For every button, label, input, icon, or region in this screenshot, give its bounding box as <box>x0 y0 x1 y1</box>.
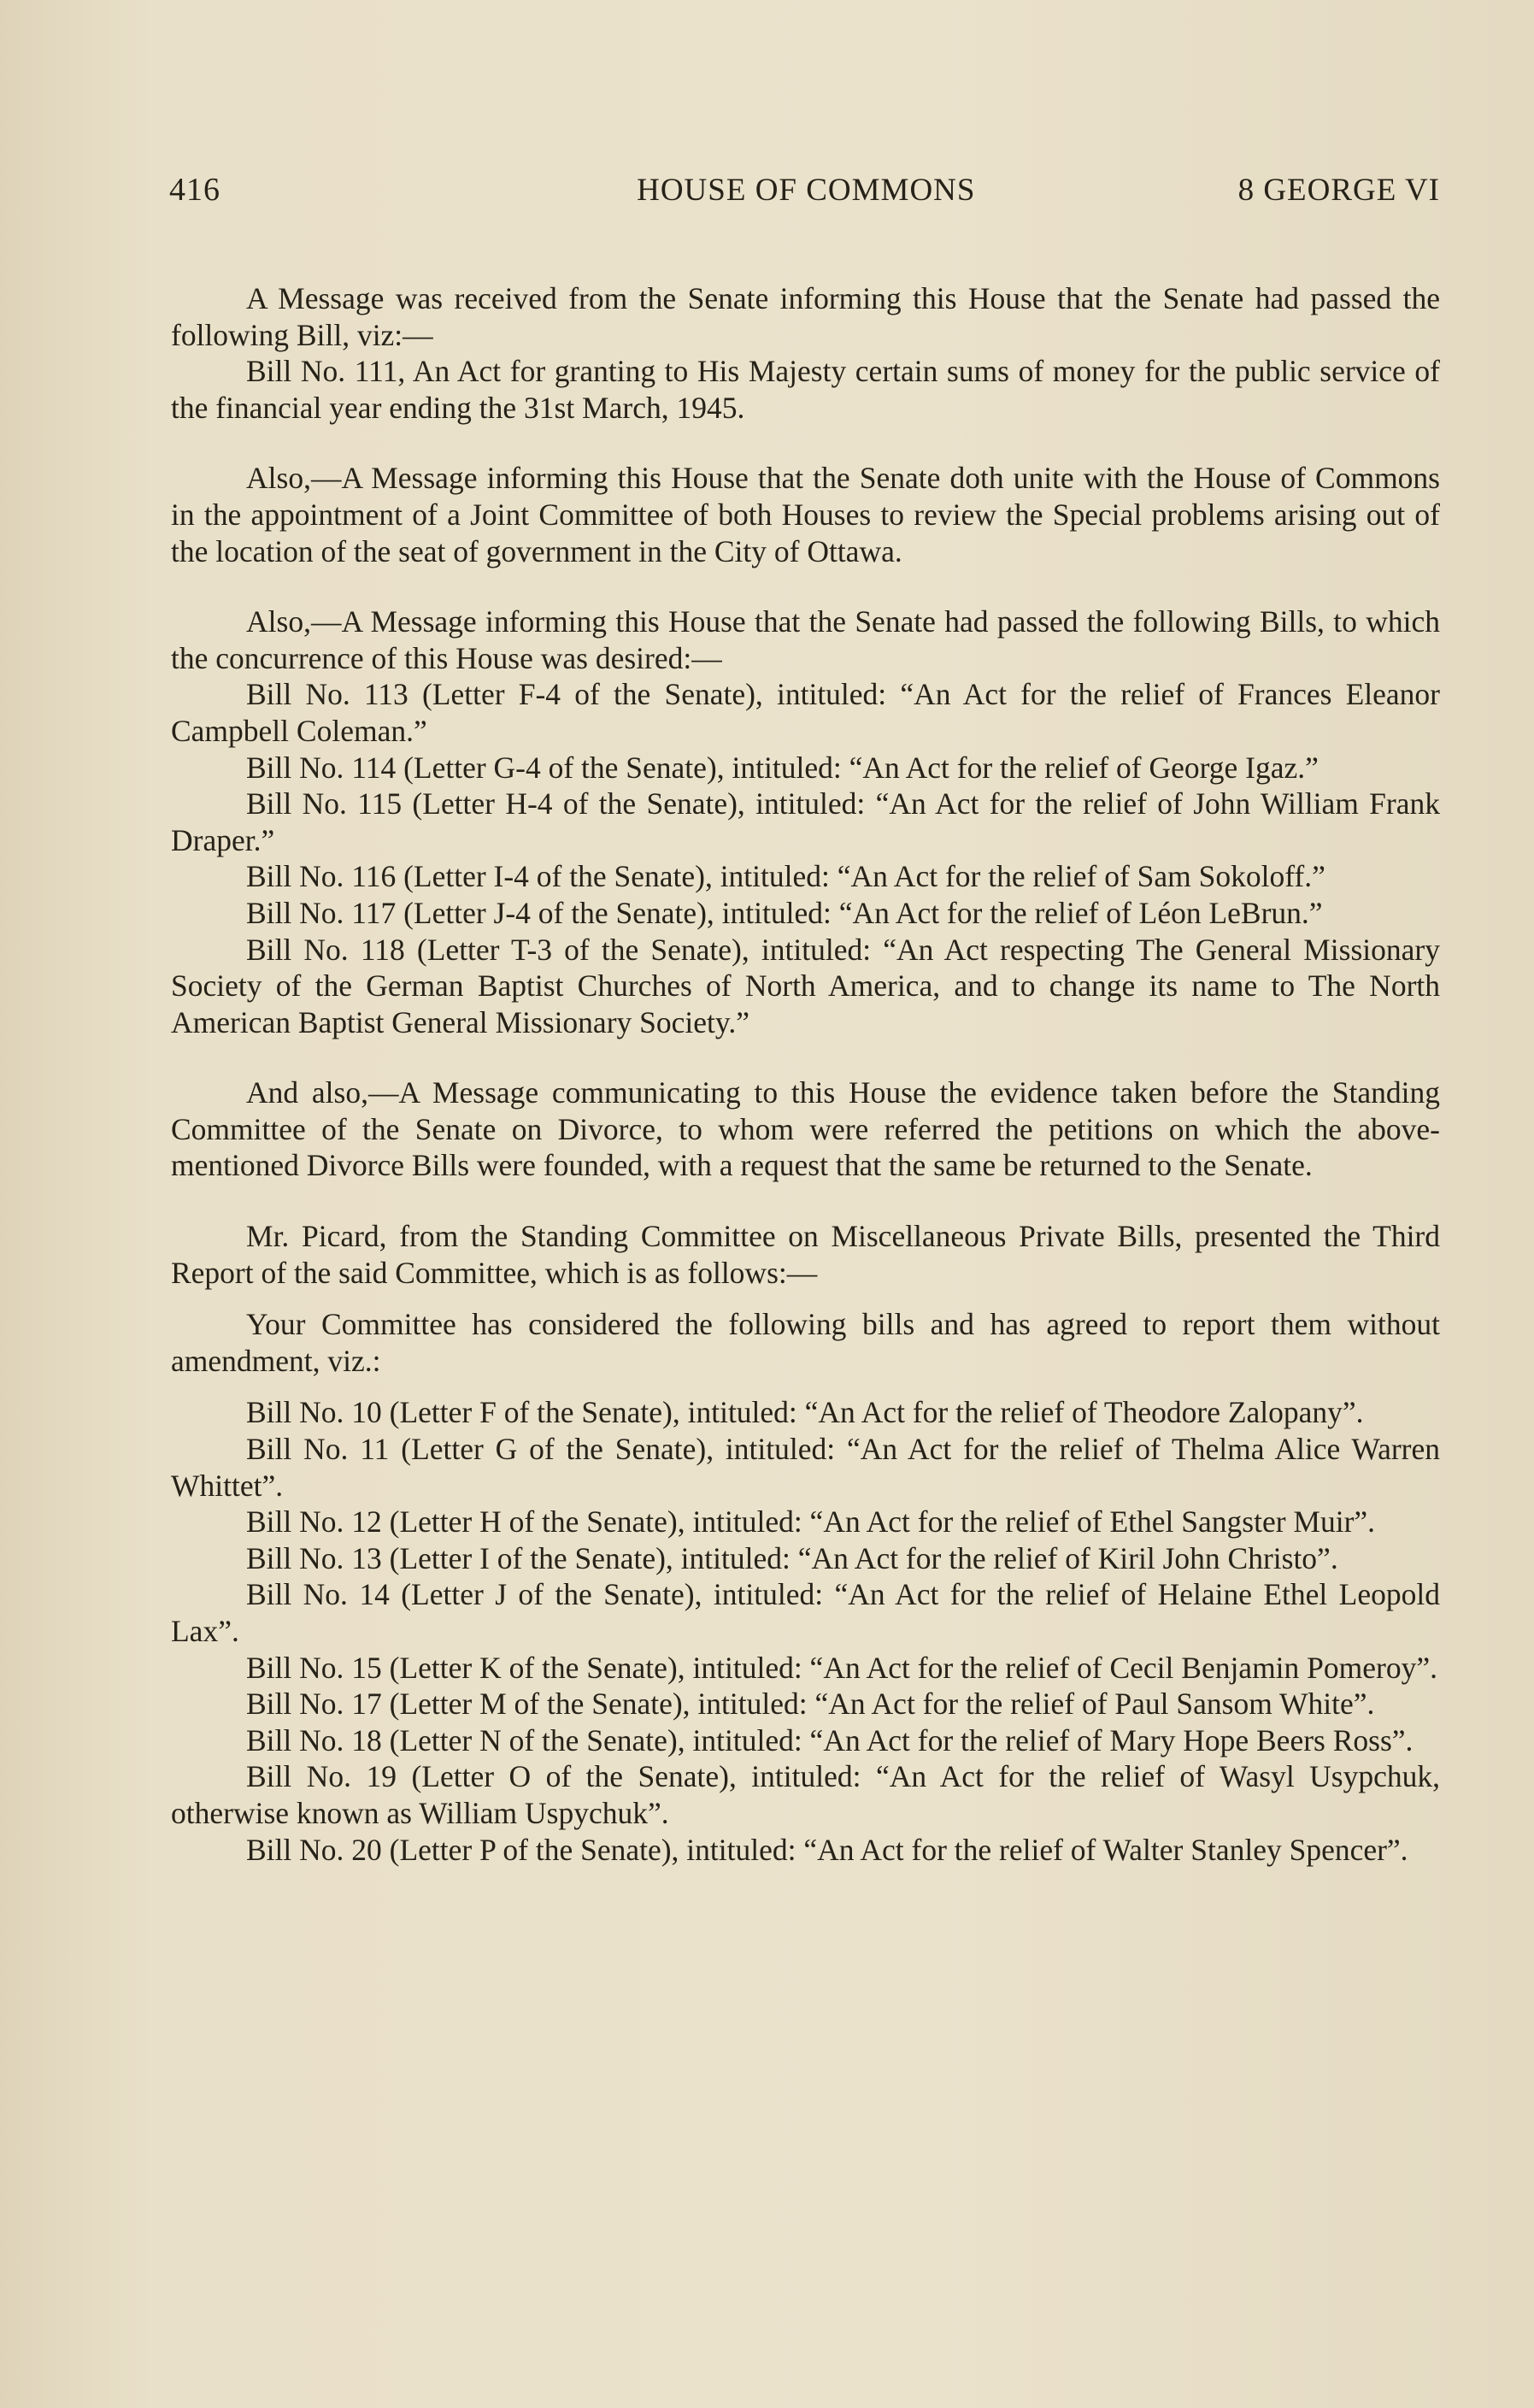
paragraph: Bill No. 17 (Letter M of the Senate), intituled: “An Act for the relief of Paul Sansom White”. <box>246 1687 1375 1722</box>
paragraph: Also,—A Message informing this House that the Senate had passed the following Bills, to which the concurrence of this House was desired:— <box>171 604 1440 675</box>
paragraph: Also,—A Message informing this House that the Senate doth unite with the House of Commons in the appointment of a Joint Committee of both Houses to review the Special problems arising out of the location of the seat of government in the City of Ottawa. <box>171 461 1440 568</box>
paragraph: Bill No. 117 (Letter J-4 of the Senate), intituled: “An Act for the relief of Léon LeBrun.” <box>246 895 1323 930</box>
paragraph: A Message was received from the Senate informing this House that the Senate had passed the following Bill, viz:— <box>171 281 1440 352</box>
paragraph: Bill No. 18 (Letter N of the Senate), intituled: “An Act for the relief of Mary Hope Beers Ross”. <box>246 1722 1414 1757</box>
paragraph: Bill No. 118 (Letter T-3 of the Senate), intituled: “An Act respecting The General Missionary Society of the German Baptist Churches of North America, and to change its name to The North American Baptist General Missionary Society.” <box>171 932 1440 1039</box>
paragraph: Bill No. 111, An Act for granting to His Majesty certain sums of money for the public service of the financial year ending the 31st March, 1945. <box>171 354 1440 425</box>
paragraph: Bill No. 114 (Letter G-4 of the Senate), intituled: “An Act for the relief of George Igaz.” <box>246 750 1319 785</box>
paragraph: Bill No. 14 (Letter J of the Senate), intituled: “An Act for the relief of Helaine Ethel Leopold Lax”. <box>171 1577 1440 1648</box>
paragraph: Bill No. 116 (Letter I-4 of the Senate), intituled: “An Act for the relief of Sam Sokoloff.” <box>246 859 1325 894</box>
paragraph: Your Committee has considered the following bills and has agreed to report them without amendment, viz.: <box>171 1307 1440 1378</box>
paragraph: Bill No. 113 (Letter F-4 of the Senate), intituled: “An Act for the relief of Frances Eleanor Campbell Coleman.” <box>171 677 1440 748</box>
paragraph: Bill No. 11 (Letter G of the Senate), intituled: “An Act for the relief of Thelma Alice Warren Whittet”. <box>171 1432 1440 1503</box>
paragraph: Bill No. 13 (Letter I of the Senate), intituled: “An Act for the relief of Kiril John Christo”. <box>246 1540 1338 1575</box>
paragraph: Bill No. 12 (Letter H of the Senate), intituled: “An Act for the relief of Ethel Sangster Muir”. <box>246 1504 1376 1540</box>
body-text <box>171 280 1440 1868</box>
paragraph: Bill No. 10 (Letter F of the Senate), intituled: “An Act for the relief of Theodore Zalopany”. <box>246 1395 1364 1430</box>
paragraph: And also,—A Message communicating to this House the evidence taken before the Standing Committee of the Senate on Divorce, to whom were referred the petitions on which the above-mentioned Divorce Bills were founded, with a request that the same be returned to the Senate. <box>171 1075 1440 1183</box>
page-title: HOUSE OF COMMONS <box>637 173 976 208</box>
regnal-year: 8 GEORGE VI <box>1237 173 1440 208</box>
running-head <box>169 171 1440 209</box>
paragraph: Bill No. 19 (Letter O of the Senate), intituled: “An Act for the relief of Wasyl Usypchuk, otherwise known as William Uspychuk”. <box>171 1759 1440 1830</box>
page-number: 416 <box>169 172 220 208</box>
paragraph: Mr. Picard, from the Standing Committee on Miscellaneous Private Bills, presented the Third Report of the said Committee, which is as follows:— <box>171 1219 1440 1290</box>
paragraph: Bill No. 15 (Letter K of the Senate), intituled: “An Act for the relief of Cecil Benjamin Pomeroy”. <box>246 1650 1437 1685</box>
paragraph: Bill No. 115 (Letter H-4 of the Senate), intituled: “An Act for the relief of John William Frank Draper.” <box>171 786 1440 857</box>
paragraph: Bill No. 20 (Letter P of the Senate), intituled: “An Act for the relief of Walter Stanley Spencer”. <box>246 1832 1408 1867</box>
